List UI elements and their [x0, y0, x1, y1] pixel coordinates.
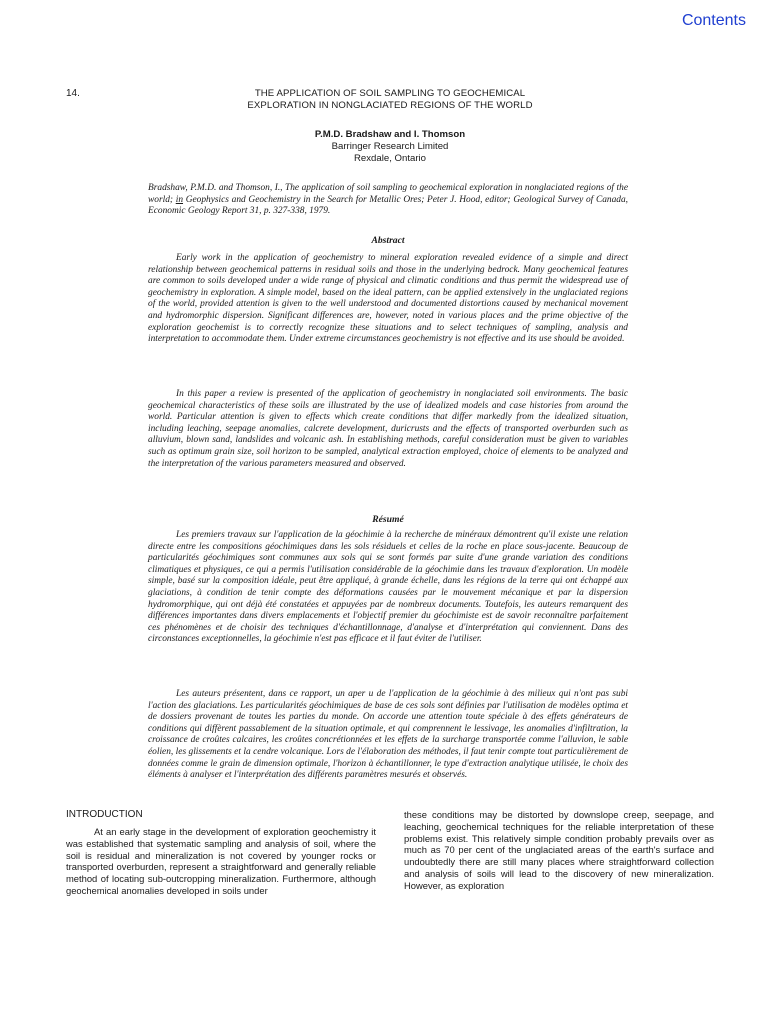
abstract-paragraph-1: Early work in the application of geochemistry to mineral exploration revealed evidence of a simple and direct relationship between geochemical patterns in residual soils and those in the underlying bedrock. Many geochemical features are common to soils developed under a wide range of physical and climatic conditions and thus permit the widespread use of geochemistry in exploration. A simple model, based on the ideal pattern, can be applied extensively in the unglaciated regions of the world, provided attention is given to the well understood and documented distortions caused by mechanical movement and hydromorphic dispersion. Significant differences are, however, noted in various places and the prime objective of the exploration geochemist is to correctly recognize these situations and to select techniques of sampling, analysis and interpretation to accommodate them. Under extreme circumstances geochemistry is not effective and its use should be avoided.	[148, 253, 628, 345]
citation-in: in	[175, 194, 184, 205]
affiliation-org: Barringer Research Limited	[331, 141, 449, 152]
authors: P.M.D. Bradshaw and I. Thomson	[314, 129, 466, 140]
citation-part-1: Bradshaw, P.M.D. and Thomson, I., The application of soil sampling to geochemical exploration in nonglaciated regions of the world;	[148, 183, 628, 205]
introduction-heading: INTRODUCTION	[66, 809, 143, 820]
citation-part-2: Geophysics and Geochemistry in the Search for Metallic Ores; Peter J. Hood, editor; Geological Survey of Canada, Economic Geology Report 31, p. 327-338, 1979.	[148, 194, 628, 217]
introduction-right-column: these conditions may be distorted by downslope creep, seepage, and leaching, geochemical techniques for the reliable interpretation of these problems exist. This relatively simple condition probably prevails over as much as 70 per cent of the unglaciated areas of the earth's surface and undoubtedly there are still many places where straightforward collection and analysis of soils will lead to the discovery of new mineralization. However, as exploration	[404, 809, 714, 891]
page-number: 14.	[66, 88, 80, 99]
citation	[148, 183, 628, 218]
resume-heading: Résumé	[372, 514, 404, 525]
affiliation-location: Rexdale, Ontario	[354, 153, 426, 164]
abstract-paragraph-2: In this paper a review is presented of the application of geochemistry in nonglaciated soil environments. The basic geochemical characteristics of these soils are illustrated by the use of idealized models and case histories from around the world. Particular attention is given to effects which create conditions that differ markedly from the idealized situation, including leaching, seepage anomalies, calcrete development, duricrusts and the effects of transported overburden such as alluvium, blown sand, landslides and volcanic ash. In establishing methods, careful consideration must be given to variables such as optimum grain size, soil horizon to be sampled, analytical extraction employed, choice of elements to be analyzed and the interpretation of the various parameters measured and observed.	[148, 389, 628, 469]
paper-title	[150, 88, 630, 112]
title-line-1: THE APPLICATION OF SOIL SAMPLING TO GEOCHEMICAL	[254, 88, 526, 99]
resume-paragraph-1: Les premiers travaux sur l'application de la géochimie à la recherche de minéraux démontrent qu'il existe une relation directe entre les compositions géochimiques dans les sols résiduels et celles de la roche en place sous-jacente. Beaucoup de particularités géochimiques sont communes aux sols qui se sont formés par suite d'une grande variation des conditions climatiques et physiques, ce qui a permis l'utilisation considérable de la géochimie dans les travaux d'exploration. Un modèle simple, basé sur la composition idéale, peut être appliqué, à grande échelle, dans les régions de la terre qui ont échappé aux glaciations, à condition de tenir compte des déformations causées par le mouvement mécanique et par la dispersion hydromorphique, qui ont déjà été constatées et appuyées par de nombreux documents. Toutefois, les auteurs remarquent des différences importantes dans divers emplacements et l'objectif premier du géochimiste est de savoir reconnaître parfaitement ces phénomènes et de choisir des techniques d'échantillonnage, d'analyse et d'interprétation qui conviennent. Dans des circonstances exceptionnelles, la géochimie n'est pas efficace et il faut éviter de l'utiliser.	[148, 530, 628, 645]
title-line-2: EXPLORATION IN NONGLACIATED REGIONS OF THE WORLD	[247, 100, 533, 111]
author-block	[150, 129, 630, 165]
resume-paragraph-2: Les auteurs présentent, dans ce rapport, un aper u de l'application de la géochimie à des milieux qui n'ont pas subi l'action des glaciations. Les particularités géochimiques de base de ces sols sont définies par l'utilisation de modèles optima et de dossiers provenant de toutes les parties du monde. On accorde une attention toute spéciale à des effets générateurs de conditions qui diffèrent passablement de la situation optimale, et qui comprennent le lessivage, les anomalies d'infiltration, la croissance de croûtes calcaires, les croûtes concrétionnées et les effets de la surcharge transportée comme l'alluvion, le sable éolien, les glissements et la cendre volcanique. Lors de l'élaboration des méthodes, il faut tenir compte tout particulièrement de données comme le grain de dimension optimale, l'horizon à échantillonner, le type d'extraction analytique utilisée, le choix des éléments à analyser et l'interprétation des différents paramètres mesurés et observés.	[148, 689, 628, 781]
abstract-heading: Abstract	[371, 235, 405, 246]
introduction-left-column: At an early stage in the development of exploration geochemistry it was established that systematic sampling and analysis of soil, where the soil is residual and mineralization is not covered by younger rocks or transported overburden, represent a straightforward and generally reliable method of locating sub-outcropping mineralization. Furthermore, although geochemical anomalies developed in soils under	[66, 826, 376, 896]
contents-link[interactable]: Contents	[681, 12, 746, 29]
